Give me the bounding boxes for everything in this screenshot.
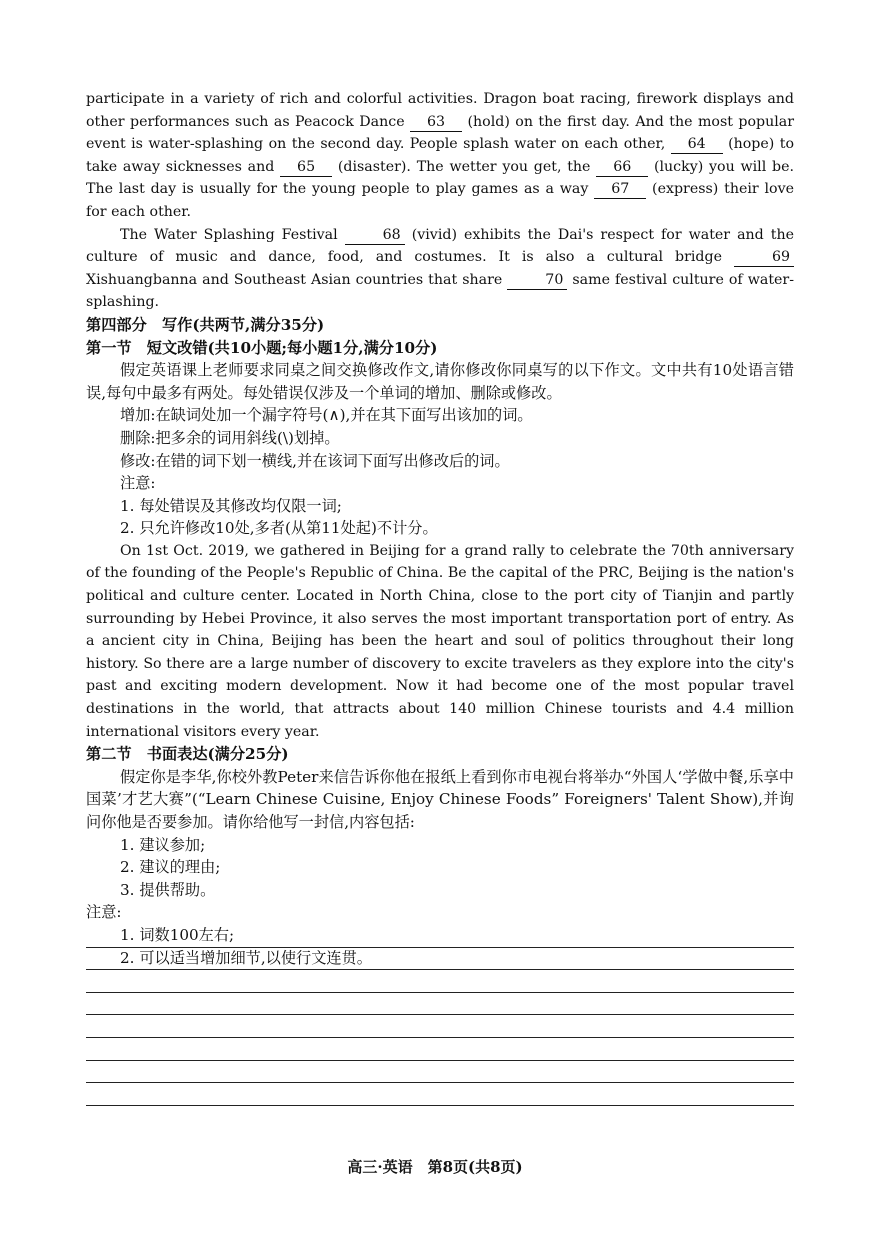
writing-line[interactable]	[86, 993, 794, 1016]
section2-note-title: 注意:	[86, 903, 122, 922]
passage-paragraph-1: participate in a variety of rich and colorful activities. Dragon boat racing, firework displays and other performances such as Peacock Dance 63 (hold) on the first day. And the most popular event is water-splashing on the second day. People splash water on each other, 64 (hope) to take away sicknesses and 65 (disaster). The wetter you get, the 66 (lucky) you will be. The last day is usually for the young people to play games as a way 67 (express) their love for each other.	[86, 91, 794, 220]
requirement-2: 2. 建议的理由;	[120, 858, 221, 877]
requirement-3: 3. 提供帮助。	[120, 880, 216, 899]
exam-page	[86, 88, 794, 969]
passage-paragraph-2: The Water Splashing Festival 68 (vivid) exhibits the Dai's respect for water and the culture of music and dance, food, and costumes. It is also a cultural bridge 69 Xishuangbanna and Southeast Asian countries that share 70 same festival culture of water-splashing.	[86, 226, 794, 311]
writing-line[interactable]	[86, 1083, 794, 1106]
writing-area[interactable]	[86, 925, 794, 1106]
section1-note-2: 2. 只允许修改10处,多者(从第11处起)不计分。	[120, 519, 438, 538]
error-correction-essay: On 1st Oct. 2019, we gathered in Beijing for a grand rally to celebrate the 70th anniversary of the founding of the People's Republic of China. Be the capital of the PRC, Beijing is the nation's political and culture center. Located in North China, close to the port city of Tianjin and partly surrounding by Hebei Province, it also serves the most important transportation port of entry. As a ancient city in China, Beijing has been the heart and soul of politics throughout their long history. So there are a large number of discovery to excite travelers as they explore into the city's past and exciting modern development. Now it had become one of the most popular travel destinations in the world, that attracts about 140 million Chinese tourists and 4.4 million international visitors every year.	[86, 542, 794, 740]
writing-line[interactable]	[86, 1015, 794, 1038]
blank-70[interactable]: 70	[507, 272, 567, 290]
rule-delete: 删除:把多余的词用斜线(\)划掉。	[120, 428, 340, 447]
section1-title: 第一节 短文改错(共10小题;每小题1分,满分10分)	[86, 338, 438, 357]
section1-intro: 假定英语课上老师要求同桌之间交换修改作文,请你修改你同桌写的以下作文。文中共有10处语言错误,每句中最多有两处。每处错误仅涉及一个单词的增加、删除或修改。	[86, 361, 794, 402]
writing-line[interactable]	[86, 948, 794, 971]
writing-line[interactable]	[86, 1038, 794, 1061]
section1-note-1: 1. 每处错误及其修改均仅限一词;	[120, 496, 342, 515]
rule-modify: 修改:在错的词下划一横线,并在该词下面写出修改后的词。	[120, 451, 510, 470]
rule-add: 增加:在缺词处加一个漏字符号(∧),并在其下面写出该加的词。	[120, 406, 533, 425]
page-footer: 高三·英语 第8页(共8页)	[347, 1158, 523, 1176]
writing-line[interactable]	[86, 1061, 794, 1084]
blank-69[interactable]: 69	[734, 249, 794, 267]
section1-note-title: 注意:	[120, 474, 156, 493]
blank-66[interactable]: 66	[596, 159, 648, 177]
section2-prompt: 假定你是李华,你校外教Peter来信告诉你他在报纸上看到你市电视台将举办“外国人‘学做中餐,乐享中国菜’才艺大赛”(“Learn Chinese Cuisine, Enjoy Chinese Foods” Foreigners' Talent Show),并询问你他是否要参加。请你给他写一封信,内容包括:	[86, 767, 794, 831]
blank-67[interactable]: 67	[594, 181, 646, 199]
part4-title: 第四部分 写作(共两节,满分35分)	[86, 315, 325, 334]
blank-63[interactable]: 63	[410, 114, 462, 132]
writing-line[interactable]	[86, 970, 794, 993]
blank-65[interactable]: 65	[280, 159, 332, 177]
requirement-1: 1. 建议参加;	[120, 835, 206, 854]
section2-note-1: 1. 词数100左右;	[120, 925, 235, 944]
writing-line[interactable]	[86, 925, 794, 948]
section2-note-2: 2. 可以适当增加细节,以使行文连贯。	[120, 948, 372, 967]
section2-title: 第二节 书面表达(满分25分)	[86, 745, 289, 764]
blank-64[interactable]: 64	[671, 136, 723, 154]
blank-68[interactable]: 68	[345, 227, 405, 245]
